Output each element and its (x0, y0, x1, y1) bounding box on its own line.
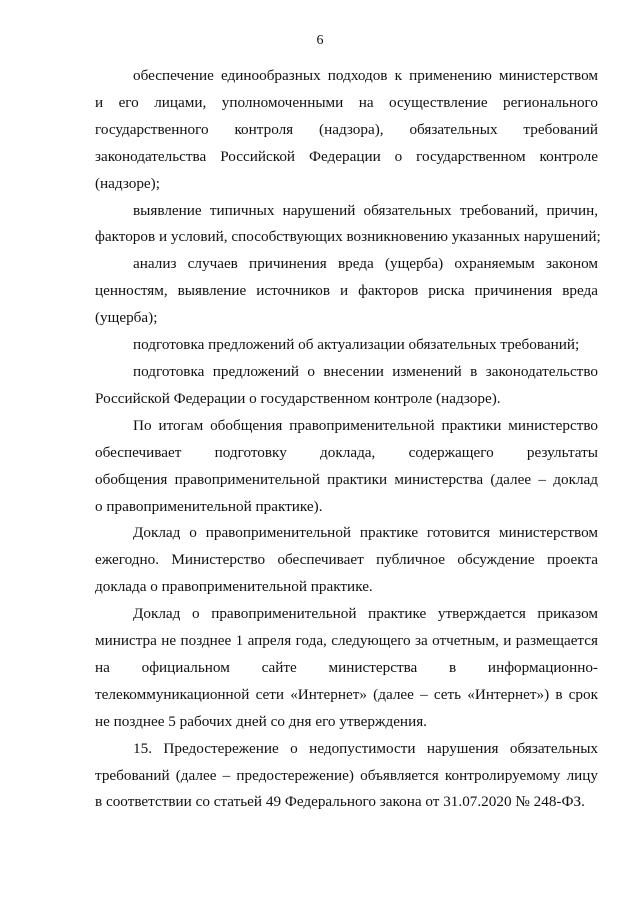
text-line: (ущерба); (95, 309, 158, 327)
text-line: ценностям, выявление источников и факторов риска причинения вреда (95, 282, 598, 300)
text-line: законодательства Российской Федерации о государственном контроле (95, 147, 598, 165)
text-line: обобщения правоприменительной практики министерства (далее – доклад (95, 470, 598, 488)
text-line: Российской Федерации о государственном контроле (надзоре). (95, 389, 501, 407)
para-legislation-proposals (95, 359, 598, 413)
text-line: анализ случаев причинения вреда (ущерба) охраняемым законом (133, 255, 598, 273)
para-update-proposals (95, 332, 598, 359)
para-report-approval (95, 601, 598, 736)
para-warning (95, 736, 598, 817)
text-line: (надзоре); (95, 174, 160, 192)
text-line: ежегодно. Министерство обеспечивает публичное обсуждение проекта (95, 551, 598, 569)
text-line: обеспечивает подготовку доклада, содержащего результаты (95, 443, 598, 461)
text-line: По итогам обобщения правоприменительной практики министерство (133, 416, 598, 434)
text-line: доклада о правоприменительной практике. (95, 578, 373, 596)
text-line: на официальном сайте министерства в информационно- (95, 658, 598, 676)
text-line: не позднее 5 рабочих дней со дня его утверждения. (95, 712, 427, 730)
para-typical-violations (95, 198, 601, 252)
text-line: министра не позднее 1 апреля года, следующего за отчетным, и размещается (95, 632, 598, 650)
page-number: 6 (316, 33, 324, 48)
text-line: о правоприменительной практике). (95, 497, 323, 515)
text-line: в соответствии со статьей 49 Федерального закона от 31.07.2020 № 248-ФЗ. (95, 793, 585, 811)
text-line: Доклад о правоприменительной практике готовится министерством (133, 524, 598, 542)
text-line: телекоммуникационной сети «Интернет» (далее – сеть «Интернет») в срок (95, 685, 598, 703)
text-line: подготовка предложений об актуализации обязательных требований; (133, 336, 580, 354)
text-line: подготовка предложений о внесении изменений в законодательство (133, 362, 598, 380)
para-annual-report (95, 520, 598, 601)
para-uniform-approaches (95, 63, 598, 198)
text-line: Доклад о правоприменительной практике утверждается приказом (133, 605, 598, 623)
text-line: факторов и условий, способствующих возникновению указанных нарушений; (95, 228, 601, 246)
document-body (95, 63, 601, 816)
text-line: требований (далее – предостережение) объявляется контролируемому лицу (95, 766, 598, 784)
text-line: и его лицами, уполномоченными на осуществление регионального (95, 93, 598, 111)
para-harm-analysis (95, 251, 598, 332)
text-line: обеспечение единообразных подходов к применению министерством (133, 67, 598, 84)
text-line: выявление типичных нарушений обязательных требований, причин, (133, 201, 598, 219)
text-line: 15. Предостережение о недопустимости нарушения обязательных (133, 739, 598, 757)
text-line: государственного контроля (надзора), обязательных требований (95, 120, 598, 138)
para-report-preparation (95, 413, 598, 521)
